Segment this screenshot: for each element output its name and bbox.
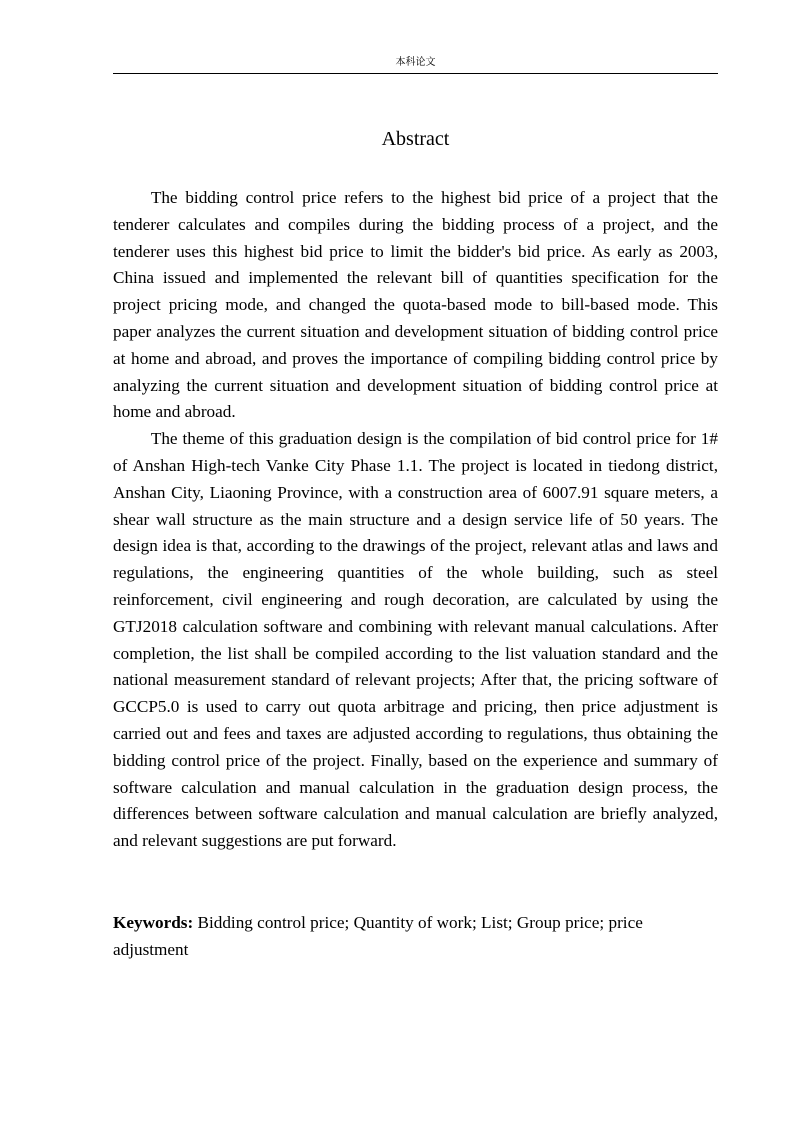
- header-rule: [113, 73, 718, 74]
- abstract-paragraph-1: The bidding control price refers to the highest bid price of a project that the tenderer calculates and compiles during the bidding process of a project, and the tenderer uses this highest bid price to limit the bidder's bid price. As early as 2003, China issued and implemented the relevant bill of quantities specification for the project pricing mode, and changed the quota-based mode to bill-based mode. This paper analyzes the current situation and development situation of bidding control price at home and abroad, and proves the importance of compiling bidding control price by analyzing the current situation and development situation of bidding control price at home and abroad.: [113, 188, 718, 422]
- abstract-paragraph-2: The theme of this graduation design is the compilation of bid control price for 1# of Anshan High-tech Vanke City Phase 1.1. The project is located in tiedong district, Anshan City, Liaoning Province, with a construction area of 6007.91 square meters, a shear wall structure as the main structure and a design service life of 50 years. The design idea is that, according to the drawings of the project, relevant atlas and laws and regulations, the engineering quantities of the whole building, such as steel reinforcement, civil engineering and rough decoration, are calculated by using the GTJ2018 calculation software and combining with relevant manual calculations. After completion, the list shall be compiled according to the list valuation standard and the national measurement standard of relevant projects; After that, the pricing software of GCCP5.0 is used to carry out quota arbitrage and pricing, then price adjustment is carried out and fees and taxes are adjusted according to regulations, thus obtaining the bidding control price of the project. Finally, based on the experience and summary of software calculation and manual calculation in the graduation design process, the differences between software calculation and manual calculation are briefly analyzed, and relevant suggestions are put forward.: [113, 429, 718, 851]
- abstract-body: [113, 185, 718, 855]
- running-header: 本科论文: [395, 57, 436, 68]
- keywords-label: Keywords:: [113, 913, 194, 932]
- abstract-title: Abstract: [381, 128, 450, 150]
- keywords-line: [113, 909, 718, 963]
- keywords-text: Bidding control price; Quantity of work; List; Group price; price adjustment: [113, 913, 643, 959]
